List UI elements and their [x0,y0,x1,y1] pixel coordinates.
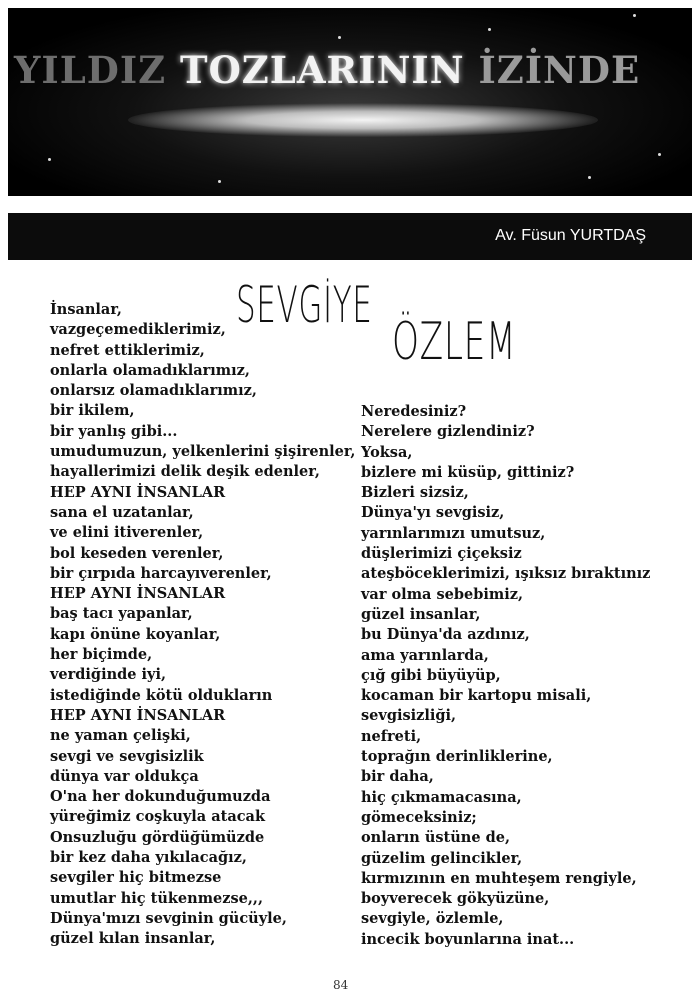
poem-line: nefret ettiklerimiz, [50,341,205,359]
poem-title-line-1: SEVGİYE [236,276,373,334]
author-bar [8,213,692,260]
poem-line: bir ikilem, [50,402,135,420]
poem-line: bizlere mi küsüp, gittiniz? [361,463,575,481]
star-dot [633,14,636,17]
poem-line: gömeceksiniz; [361,808,477,826]
poem-line: yüreğimiz coşkuyla atacak [50,808,266,826]
banner-glow [128,103,598,137]
poem-line: ateşböceklerimizi, ışıksız bıraktınız [361,565,651,583]
star-dot [48,158,51,161]
poem-line: yarınlarımızı umutsuz, [361,524,546,542]
poem-line: ne yaman çelişki, [50,727,191,745]
poem-line: bir kez daha yıkılacağız, [50,849,247,867]
banner-title-part-2: TOZLARININ [180,48,465,92]
star-dot [218,180,221,183]
poem-line: Bizleri sizsiz, [361,484,469,502]
poem-line: güzel kılan insanlar, [50,930,216,948]
poem-title-line-2: ÖZLEM [392,312,517,372]
poem-line: toprağın derinliklerine, [361,748,553,766]
star-dot [588,176,591,179]
poem-line: istediğinde kötü oldukların [50,686,273,704]
poem-line: baş tacı yapanlar, [50,605,193,623]
poem-line: onların üstüne de, [361,829,511,847]
poem-line: bu Dünya'da azdınız, [361,626,530,644]
poem-line: sevgisizliği, [361,707,457,725]
author-name: Av. Füsun YURTDAŞ [495,227,646,244]
poem-line: kırmızının en muhteşem rengiyle, [361,869,637,887]
poem-line: güzelim gelincikler, [361,849,523,867]
poem-line: sevgiler hiç bitmezse [50,869,222,887]
poem-line: düşlerimizi çiçeksiz [361,545,522,563]
star-dot [488,28,491,31]
poem-line: var olma sebebimiz, [361,585,524,603]
poem-line: Dünya'yı sevgisiz, [361,504,505,522]
poem-line: İnsanlar, [50,301,122,318]
poem-line: bir çırpıda harcayıverenler, [50,564,272,582]
poem-line: O'na her dokunduğumuzda [50,788,271,806]
poem-line: umudumuzun, yelkenlerini şişirenler, [50,443,356,461]
poem-line: umutlar hiç tükenmezse,,, [50,889,264,907]
poem-column-1 [50,300,355,950]
poem-line: Yoksa, [361,443,413,461]
star-dot [658,153,661,156]
poem-line: incecik boyunlarına inat... [361,930,575,948]
poem-line: HEP AYNI İNSANLAR [50,706,226,724]
poem-line: bir daha, [361,768,434,786]
poem-line: hayallerimizi delik deşik edenler, [50,463,320,481]
poem-line: Neredesiniz? [361,403,467,420]
poem-line: sevgi ve sevgisizlik [50,747,204,765]
poem-line: dünya var oldukça [50,767,199,785]
poem-line: çığ gibi büyüyüp, [361,666,501,684]
poem-line: hiç çıkmamacasına, [361,788,522,806]
banner-title-part-1: YILDIZ [14,48,167,92]
poem-line: bol keseden verenler, [50,544,224,562]
poem-line: sevgiyle, özlemle, [361,910,504,928]
poem-line: ama yarınlarda, [361,646,489,664]
poem-line: Nerelere gizlendiniz? [361,423,535,441]
poem-line: kapı önüne koyanlar, [50,625,221,643]
poem-line: nefreti, [361,727,422,745]
poem-line: Dünya'mızı sevginin gücüyle, [50,909,287,927]
poem-line: bir yanlış gibi... [50,422,178,440]
header-banner [8,8,692,196]
poem-line: onlarsız olamadıklarımız, [50,382,257,400]
poem-line: ve elini itiverenler, [50,524,204,542]
poem-line: HEP AYNI İNSANLAR [50,483,226,501]
poem-column-2 [361,402,650,950]
star-dot [338,36,341,39]
poem-line: verdiğinde iyi, [50,666,167,684]
poem-line: boyverecek gökyüzüne, [361,890,550,908]
poem-line: güzel insanlar, [361,605,481,623]
banner-title-part-3: İZİNDE [478,48,641,92]
banner-title [8,48,692,92]
page-number: 84 [333,978,349,992]
poem-line: vazgeçemediklerimiz, [50,321,226,339]
poem-line: Onsuzluğu gördüğümüzde [50,828,265,846]
poem-line: onlarla olamadıklarımız, [50,361,250,379]
poem-line: sana el uzatanlar, [50,503,194,521]
poem-line: HEP AYNI İNSANLAR [50,585,226,603]
poem-line: her biçimde, [50,646,153,664]
poem-line: kocaman bir kartopu misali, [361,687,592,705]
